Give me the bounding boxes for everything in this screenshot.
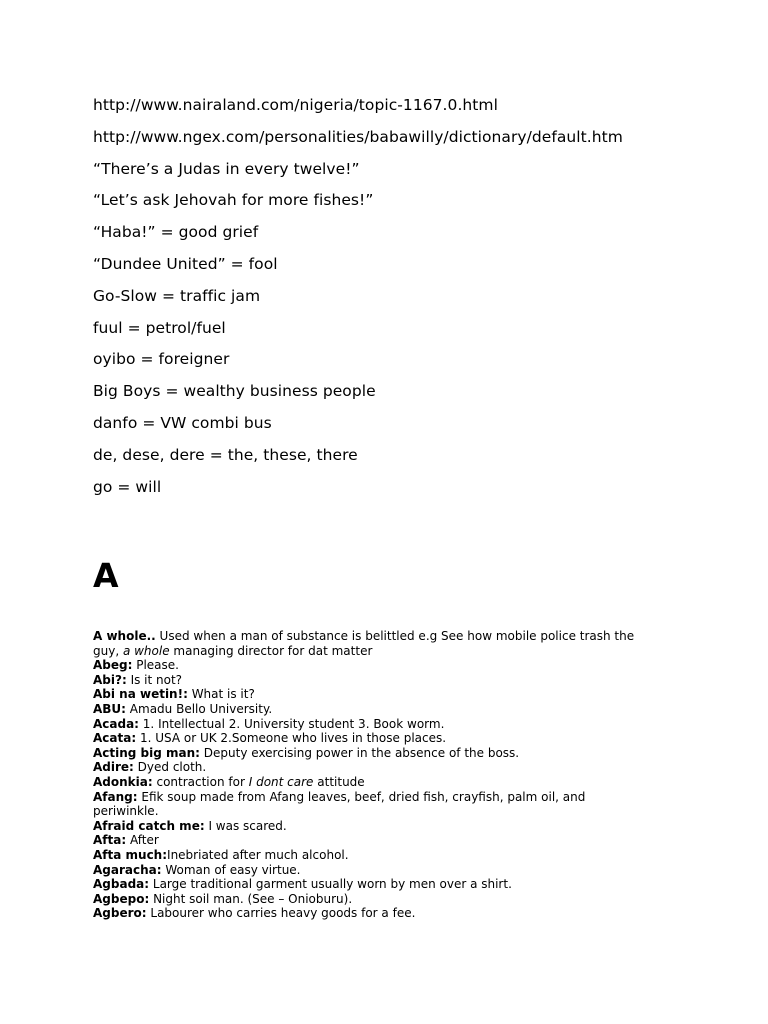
glossary-term: Agbero: (93, 906, 147, 921)
source-link[interactable]: http://www.ngex.com/personalities/babawilly/dictionary/default.htm (93, 127, 623, 146)
glossary-term: Afta much: (93, 847, 168, 862)
glossary-entry (93, 702, 638, 717)
glossary-definition: Labourer who carries heavy goods for a fee. (146, 906, 416, 921)
glossary-definition: 1. Intellectual 2. University student 3. Book worm. (138, 716, 445, 731)
glossary-term: Agbepo: (93, 891, 150, 906)
glossary-term: A whole.. (93, 629, 156, 643)
glossary-term: Acada: (93, 716, 139, 731)
glossary-definition: Woman of easy virtue. (161, 862, 301, 877)
glossary-definition: Large traditional garment usually worn by men over a shirt. (149, 877, 512, 892)
glossary-definition: Deputy exercising power in the absence of the boss. (199, 745, 520, 760)
glossary-term: Agaracha: (93, 862, 162, 877)
glossary-entry (93, 819, 638, 834)
glossary-term: Abi na wetin!: (93, 687, 188, 702)
glossary-term: Adonkia: (93, 774, 153, 789)
quote-line: “There’s a Judas in every twelve!” (93, 159, 360, 178)
glossary-definition: contraction for I dont care attitude (152, 774, 365, 789)
glossary-entry (93, 658, 638, 673)
glossary-entry (93, 775, 638, 790)
glossary-term: Acata: (93, 731, 137, 746)
glossary-entry (93, 673, 638, 688)
glossary-entry (93, 629, 638, 658)
glossary-definition: I was scared. (204, 818, 287, 833)
glossary-entry (93, 863, 638, 878)
glossary-entry (93, 746, 638, 761)
glossary-definition: Efik soup made from Afang leaves, beef, dried fish, crayfish, palm oil, and periwinkle. (93, 789, 586, 819)
glossary-definition: Amadu Bello University. (125, 701, 273, 716)
section-heading: A (93, 556, 119, 595)
glossary-term: ABU: (93, 701, 126, 716)
glossary-definition: Please. (132, 658, 179, 673)
glossary-term: Afraid catch me: (93, 818, 205, 833)
phrase-line: fuul = petrol/fuel (93, 318, 226, 337)
glossary-definition: 1. USA or UK 2.Someone who lives in those places. (136, 731, 447, 746)
source-link[interactable]: http://www.nairaland.com/nigeria/topic-1167.0.html (93, 96, 498, 114)
glossary-entry (93, 717, 638, 732)
phrase-line: “Haba!” = good grief (93, 223, 259, 242)
glossary-entry (93, 790, 638, 819)
glossary-entry (93, 892, 638, 907)
glossary-definition: What is it? (187, 687, 255, 702)
glossary-definition: Night soil man. (See – Onioburu). (149, 891, 353, 906)
glossary-entry (93, 906, 638, 921)
phrase-line: danfo = VW combi bus (93, 413, 272, 432)
glossary-term: Abeg: (93, 658, 133, 673)
glossary-definition: Used when a man of substance is belittled e.g See how mobile police trash the guy, a whole managing director for dat matter (93, 629, 635, 658)
phrase-line: Big Boys = wealthy business people (93, 382, 376, 401)
glossary-entry (93, 877, 638, 892)
glossary-list (93, 629, 638, 921)
phrase-line: de, dese, dere = the, these, there (93, 445, 358, 464)
glossary-term: Afang: (93, 789, 138, 804)
phrase-line: Go-Slow = traffic jam (93, 286, 261, 305)
glossary-entry (93, 760, 638, 775)
glossary-definition: Dyed cloth. (133, 760, 207, 775)
glossary-entry (93, 687, 638, 702)
glossary-entry (93, 833, 638, 848)
glossary-term: Agbada: (93, 877, 150, 892)
glossary-definition: Inebriated after much alcohol. (167, 847, 349, 862)
glossary-term: Acting big man: (93, 745, 200, 760)
intro-list (93, 95, 733, 508)
glossary-entry (93, 848, 638, 863)
glossary-term: Afta: (93, 833, 127, 848)
glossary-definition: After (126, 833, 159, 848)
phrase-line: “Dundee United” = fool (93, 254, 278, 273)
phrase-line: oyibo = foreigner (93, 350, 230, 369)
glossary-term: Adire: (93, 760, 134, 775)
glossary-term: Abi?: (93, 672, 127, 687)
phrase-line: go = will (93, 477, 162, 496)
glossary-definition: Is it not? (126, 672, 183, 687)
quote-line: “Let’s ask Jehovah for more fishes!” (93, 191, 374, 210)
glossary-entry (93, 731, 638, 746)
